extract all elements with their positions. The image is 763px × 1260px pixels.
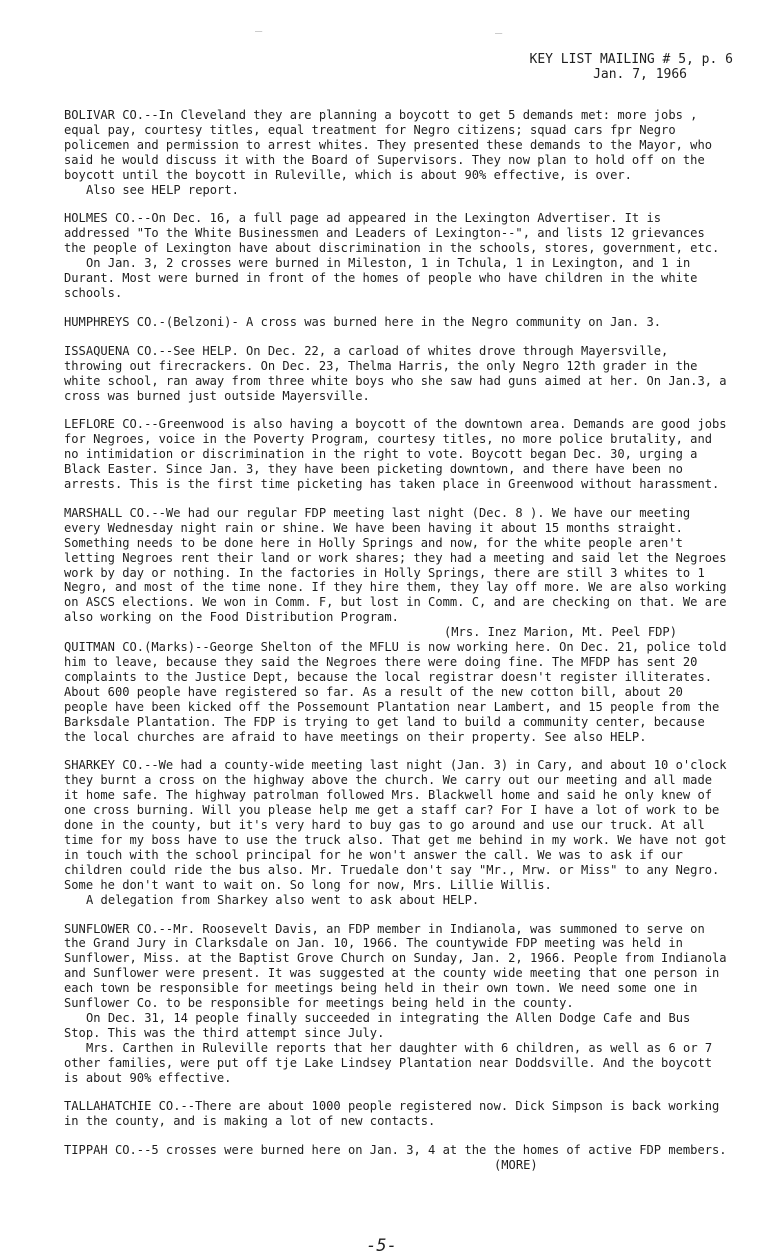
paragraph-issaquena: ISSAQUENA CO.--See HELP. On Dec. 22, a carload of whites drove through Mayersville, throwing out firecrackers. On Dec. 23, Thelma Harris, the only Negro 12th grader in the white school, ran away from three white boys who she saw had guns aimed at her. On Jan.3, a cross was burned just outside Mayersville. — [64, 343, 727, 403]
paragraph-leflore: LEFLORE CO.--Greenwood is also having a boycott of the downtown area. Demands are good jobs for Negroes, voice in the Poverty Program, courtesy titles, no more police brutality, and no intimidation or discrimination in the right to vote. Boycott began Dec. 30, urging a Black Easter. Since Jan. 3, they have been picketing downtown, and there have been no arrests. This is the first time picketing has taken place in Greenwood without harassment. — [64, 417, 727, 492]
page-mark: ‾ — [495, 32, 503, 46]
paragraph-bolivar: BOLIVAR CO.--In Cleveland they are planning a boycott to get 5 demands met: more jobs , equal pay, courtesy titles, equal treatment for Negro citizens; squad cars fpr Negro policemen and permission to arrest whites. They presented these demands to the Mayor, who said he would discuss it with the Board of Supervisors. They now plan to hold off on the boycott until the boycott in Ruleville, which is about 90% effective, is over. — [64, 108, 713, 182]
page-mark: ‾ — [255, 30, 263, 44]
document-body — [64, 108, 730, 1173]
paragraph-holmes: HOLMES CO.--On Dec. 16, a full page ad appeared in the Lexington Advertiser. It is addressed "To the White Businessmen and Leaders of Lexington--", and lists 12 grievances the people of Lexington have about discrimination in the schools, stores, government, etc. — [64, 211, 720, 256]
page-number: -5- — [366, 1236, 397, 1256]
document-header — [473, 52, 733, 82]
mailing-title: KEY LIST MAILING # 5, p. 6 — [529, 52, 733, 67]
paragraph-bolivar-note: Also see HELP report. — [86, 182, 239, 197]
marshall-signoff: (Mrs. Inez Marion, Mt. Peel FDP) — [444, 625, 677, 640]
paragraph-sunflower: SUNFLOWER CO.--Mr. Roosevelt Davis, an FDP member in Indianola, was summoned to serve on the Grand Jury in Clarksdale on Jan. 10, 1966. The countywide FDP meeting was held in Sunflower, Miss. at the Baptist Grove Church on Sunday, Jan. 2, 1966. People from Indianola and Sunflower were present. It was suggested at the county wide meeting that one person in each town be responsible for meetings being held in their own town. We need some one in Sunflower Co. to be responsible for meetings being held in the county. — [64, 921, 727, 1011]
paragraph-tallahatchie: TALLAHATCHIE CO.--There are about 1000 people registered now. Dick Simpson is back working in the county, and is making a lot of new contacts. — [64, 1099, 720, 1129]
paragraph-marshall: MARSHALL CO.--We had our regular FDP meeting last night (Dec. 8 ). We have our meeting every Wednesday night rain or shine. We have been having it about 15 months straight. Something needs to be done here in Holly Springs and now, for the white people aren't letting Negroes rent their land or work shares; they had a meeting and said let the Negroes work by day or nothing. In the factories in Holly Springs, there are still 3 whites to 1 Negro, and most of the time none. If they hire them, they lay off more. We are also working on ASCS elections. We won in Comm. F, but lost in Comm. C, and are checking on that. We are also working on the Food Distribution Program. — [64, 505, 727, 625]
more-marker: (MORE) — [494, 1158, 538, 1173]
paragraph-quitman: QUITMAN CO.(Marks)--George Shelton of the MFLU is now working here. On Dec. 21, police told him to leave, because they said the Negroes there were doing fine. The MFDP has sent 20 complaints to the Justice Dept, because the local registrar doesn't register illiterates. About 600 people have registered so far. As a result of the new cotton bill, about 20 people have been kicked off the Possemount Plantation near Lambert, and 15 people from the Barksdale Plantation. The FDP is trying to get land to build a community center, because the local churches are afraid to have meetings on their property. See also HELP. — [64, 640, 727, 744]
mailing-date: Jan. 7, 1966 — [593, 67, 687, 82]
paragraph-sunflower-carthen: Mrs. Carthen in Ruleville reports that her daughter with 6 children, as well as 6 or 7 other families, were put off tje Lake Lindsey Plantation near Doddsville. And the boycott is about 90% effective. — [64, 1040, 713, 1085]
paragraph-sharkey-delegation: A delegation from Sharkey also went to ask about HELP. — [86, 892, 480, 907]
paragraph-tippah: TIPPAH CO.--5 crosses were burned here on Jan. 3, 4 at the the homes of active FDP members. — [64, 1143, 727, 1158]
paragraph-sharkey: SHARKEY CO.--We had a county-wide meeting last night (Jan. 3) in Cary, and about 10 o'clock they burnt a cross on the highway above the church. We carry out our meeting and all made it home safe. The highway patrolman followed Mrs. Blackwell home and said he only knew of one cross burning. Will you please help me get a staff car? For I have a lot of work to be done in the county, but it's very hard to buy gas to go around and use our truck. At all time for my boss have to use the truck also. That get me behind in my work. We have not got in touch with the school principal for he won't answer the call. We was to ask if our children could ride the bus also. Mr. Truedale don't say "Mr., Mrw. or Miss" to any Negro. Some he don't want to wait on. So long for now, Mrs. Lillie Willis. — [64, 758, 727, 892]
paragraph-humphreys: HUMPHREYS CO.-(Belzoni)- A cross was burned here in the Negro community on Jan. 3. — [64, 314, 662, 329]
paragraph-holmes-crosses: On Jan. 3, 2 crosses were burned in Mileston, 1 in Tchula, 1 in Lexington, and 1 in Durant. Most were burned in front of the homes of people who have children in the white schools. — [64, 256, 698, 300]
paragraph-sunflower-integration: On Dec. 31, 14 people finally succeeded in integrating the Allen Dodge Cafe and Bus Stop. This was the third attempt since July. — [64, 1010, 691, 1040]
